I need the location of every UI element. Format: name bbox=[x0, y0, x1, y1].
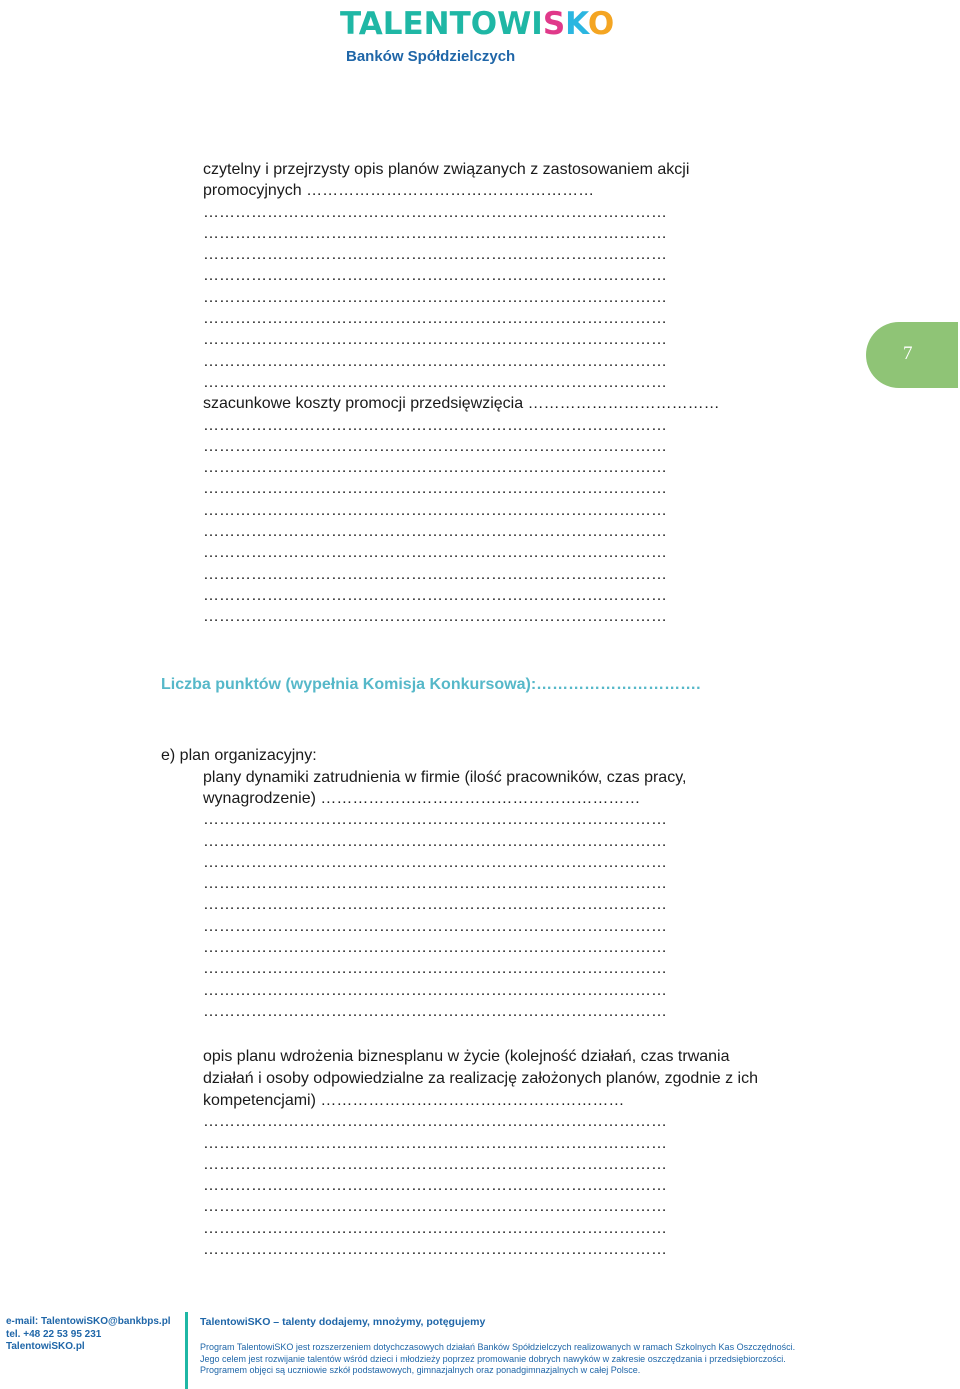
item-e-block bbox=[203, 788, 667, 1022]
footer-phone: tel. +48 22 53 95 231 bbox=[6, 1328, 102, 1340]
fill-line: …………………………………………………………………………… bbox=[203, 875, 667, 893]
fill-line: …………………………………………………………………………… bbox=[203, 1155, 667, 1173]
fill-line: …………………………………………………………………………… bbox=[203, 267, 667, 285]
fill-line: …………………………………………………………………………… bbox=[203, 544, 667, 562]
fill-line: …………………………………………………………………………… bbox=[203, 246, 667, 264]
promo-plans-line-1: czytelny i przejrzysty opis planów związanych z zastosowaniem akcji bbox=[203, 161, 690, 178]
item-e-title: e) plan organizacyjny: bbox=[161, 747, 317, 764]
fill-line: …………………………………………………………………………… bbox=[203, 352, 667, 370]
fill-line: …………………………………………………………………………… bbox=[203, 811, 667, 829]
fill-line: …………………………………………………………………………… bbox=[203, 565, 667, 583]
fill-line: …………………………………………………………………………… bbox=[203, 288, 667, 306]
fill-line: …………………………………………………………………………… bbox=[203, 224, 667, 242]
impl-block bbox=[203, 1090, 667, 1260]
item-e-line-1: plany dynamiki zatrudnienia w firmie (ilość pracowników, czas pracy, bbox=[203, 769, 687, 786]
fill-line: …………………………………………………………………………… bbox=[203, 586, 667, 604]
fill-line: …………………………………………………………………………… bbox=[203, 1241, 667, 1259]
fill-line: …………………………………………………………………………… bbox=[203, 203, 667, 221]
item-e-line-2: wynagrodzenie) …………………………………………………… bbox=[203, 790, 641, 807]
fill-line: …………………………………………………………………………… bbox=[203, 832, 667, 850]
fill-line: …………………………………………………………………………… bbox=[203, 1113, 667, 1131]
page-number-badge bbox=[866, 322, 958, 388]
fill-line: …………………………………………………………………………… bbox=[203, 896, 667, 914]
fill-line: …………………………………………………………………………… bbox=[203, 416, 667, 434]
footer bbox=[0, 1312, 960, 1389]
impl-line-2: działań i osoby odpowiedzialne za realizację założonych planów, zgodnie z ich bbox=[203, 1070, 759, 1087]
fill-line: …………………………………………………………………………… bbox=[203, 939, 667, 957]
impl-line-3: kompetencjami) ………………………………………………… bbox=[203, 1092, 625, 1109]
footer-program-line-3: Programem objęci są uczniowie szkół podstawowych, gimnazjalnych oraz ponadgimnazjalnych w całej Polsce. bbox=[200, 1365, 641, 1375]
fill-line: …………………………………………………………………………… bbox=[203, 523, 667, 541]
promo-costs-label: szacunkowe koszty promocji przedsięwzięcia ……………………………… bbox=[203, 395, 720, 413]
fill-line: …………………………………………………………………………… bbox=[203, 1177, 667, 1195]
fill-line: …………………………………………………………………………… bbox=[203, 437, 667, 455]
impl-line-1: opis planu wdrożenia biznesplanu w życie (kolejność działań, czas trwania bbox=[203, 1048, 730, 1065]
fill-line: …………………………………………………………………………… bbox=[203, 960, 667, 978]
promo-plans-line-2: promocyjnych ……………………………………………… bbox=[203, 182, 595, 200]
footer-email[interactable]: e-mail: TalentowiSKO@bankbps.pl bbox=[6, 1316, 171, 1327]
logo-wordmark: TALENTOWISKO bbox=[340, 6, 615, 42]
page-number: 7 bbox=[903, 343, 913, 364]
fill-line: …………………………………………………………………………… bbox=[203, 1198, 667, 1216]
fill-line: …………………………………………………………………………… bbox=[203, 608, 667, 626]
footer-program-line-2: Jego celem jest rozwijanie talentów wśród dzieci i młodzieży poprzez promowanie dobrych nawyków w zakresie oszczędzania i przedsiębiorczości. bbox=[200, 1353, 786, 1364]
fill-line: …………………………………………………………………………… bbox=[203, 917, 667, 935]
fill-line: …………………………………………………………………………… bbox=[203, 373, 667, 391]
logo-subtitle: Banków Spółdzielczych bbox=[346, 48, 516, 65]
fill-line: …………………………………………………………………………… bbox=[203, 501, 667, 519]
fill-line: …………………………………………………………………………… bbox=[203, 853, 667, 871]
talentowisko-logo bbox=[340, 2, 640, 72]
footer-contact bbox=[6, 1316, 171, 1354]
fill-line: …………………………………………………………………………… bbox=[203, 310, 667, 328]
promo-plans-block bbox=[203, 159, 720, 628]
footer-divider bbox=[185, 1312, 188, 1389]
fill-line: …………………………………………………………………………… bbox=[203, 480, 667, 498]
footer-info bbox=[200, 1316, 950, 1377]
fill-line: …………………………………………………………………………… bbox=[203, 981, 667, 999]
fill-line: …………………………………………………………………………… bbox=[203, 1219, 667, 1237]
footer-site[interactable]: TalentowiSKO.pl bbox=[6, 1341, 85, 1352]
footer-tagline: TalentowiSKO – talenty dodajemy, mnożymy, potęgujemy bbox=[200, 1316, 486, 1328]
fill-line: …………………………………………………………………………… bbox=[203, 1134, 667, 1152]
score-label: Liczba punktów (wypełnia Komisja Konkursowa):…………………………. bbox=[161, 676, 701, 693]
fill-line: …………………………………………………………………………… bbox=[203, 459, 667, 477]
fill-line: …………………………………………………………………………… bbox=[203, 331, 667, 349]
footer-program-text bbox=[200, 1342, 950, 1377]
fill-line: …………………………………………………………………………… bbox=[203, 1002, 667, 1020]
footer-program-line-1: Program TalentowiSKO jest rozszerzeniem dotychczasowych działań Banków Spółdzielczych realizowanych w ramach Szkolnych Kas Oszczędności. bbox=[200, 1342, 796, 1352]
